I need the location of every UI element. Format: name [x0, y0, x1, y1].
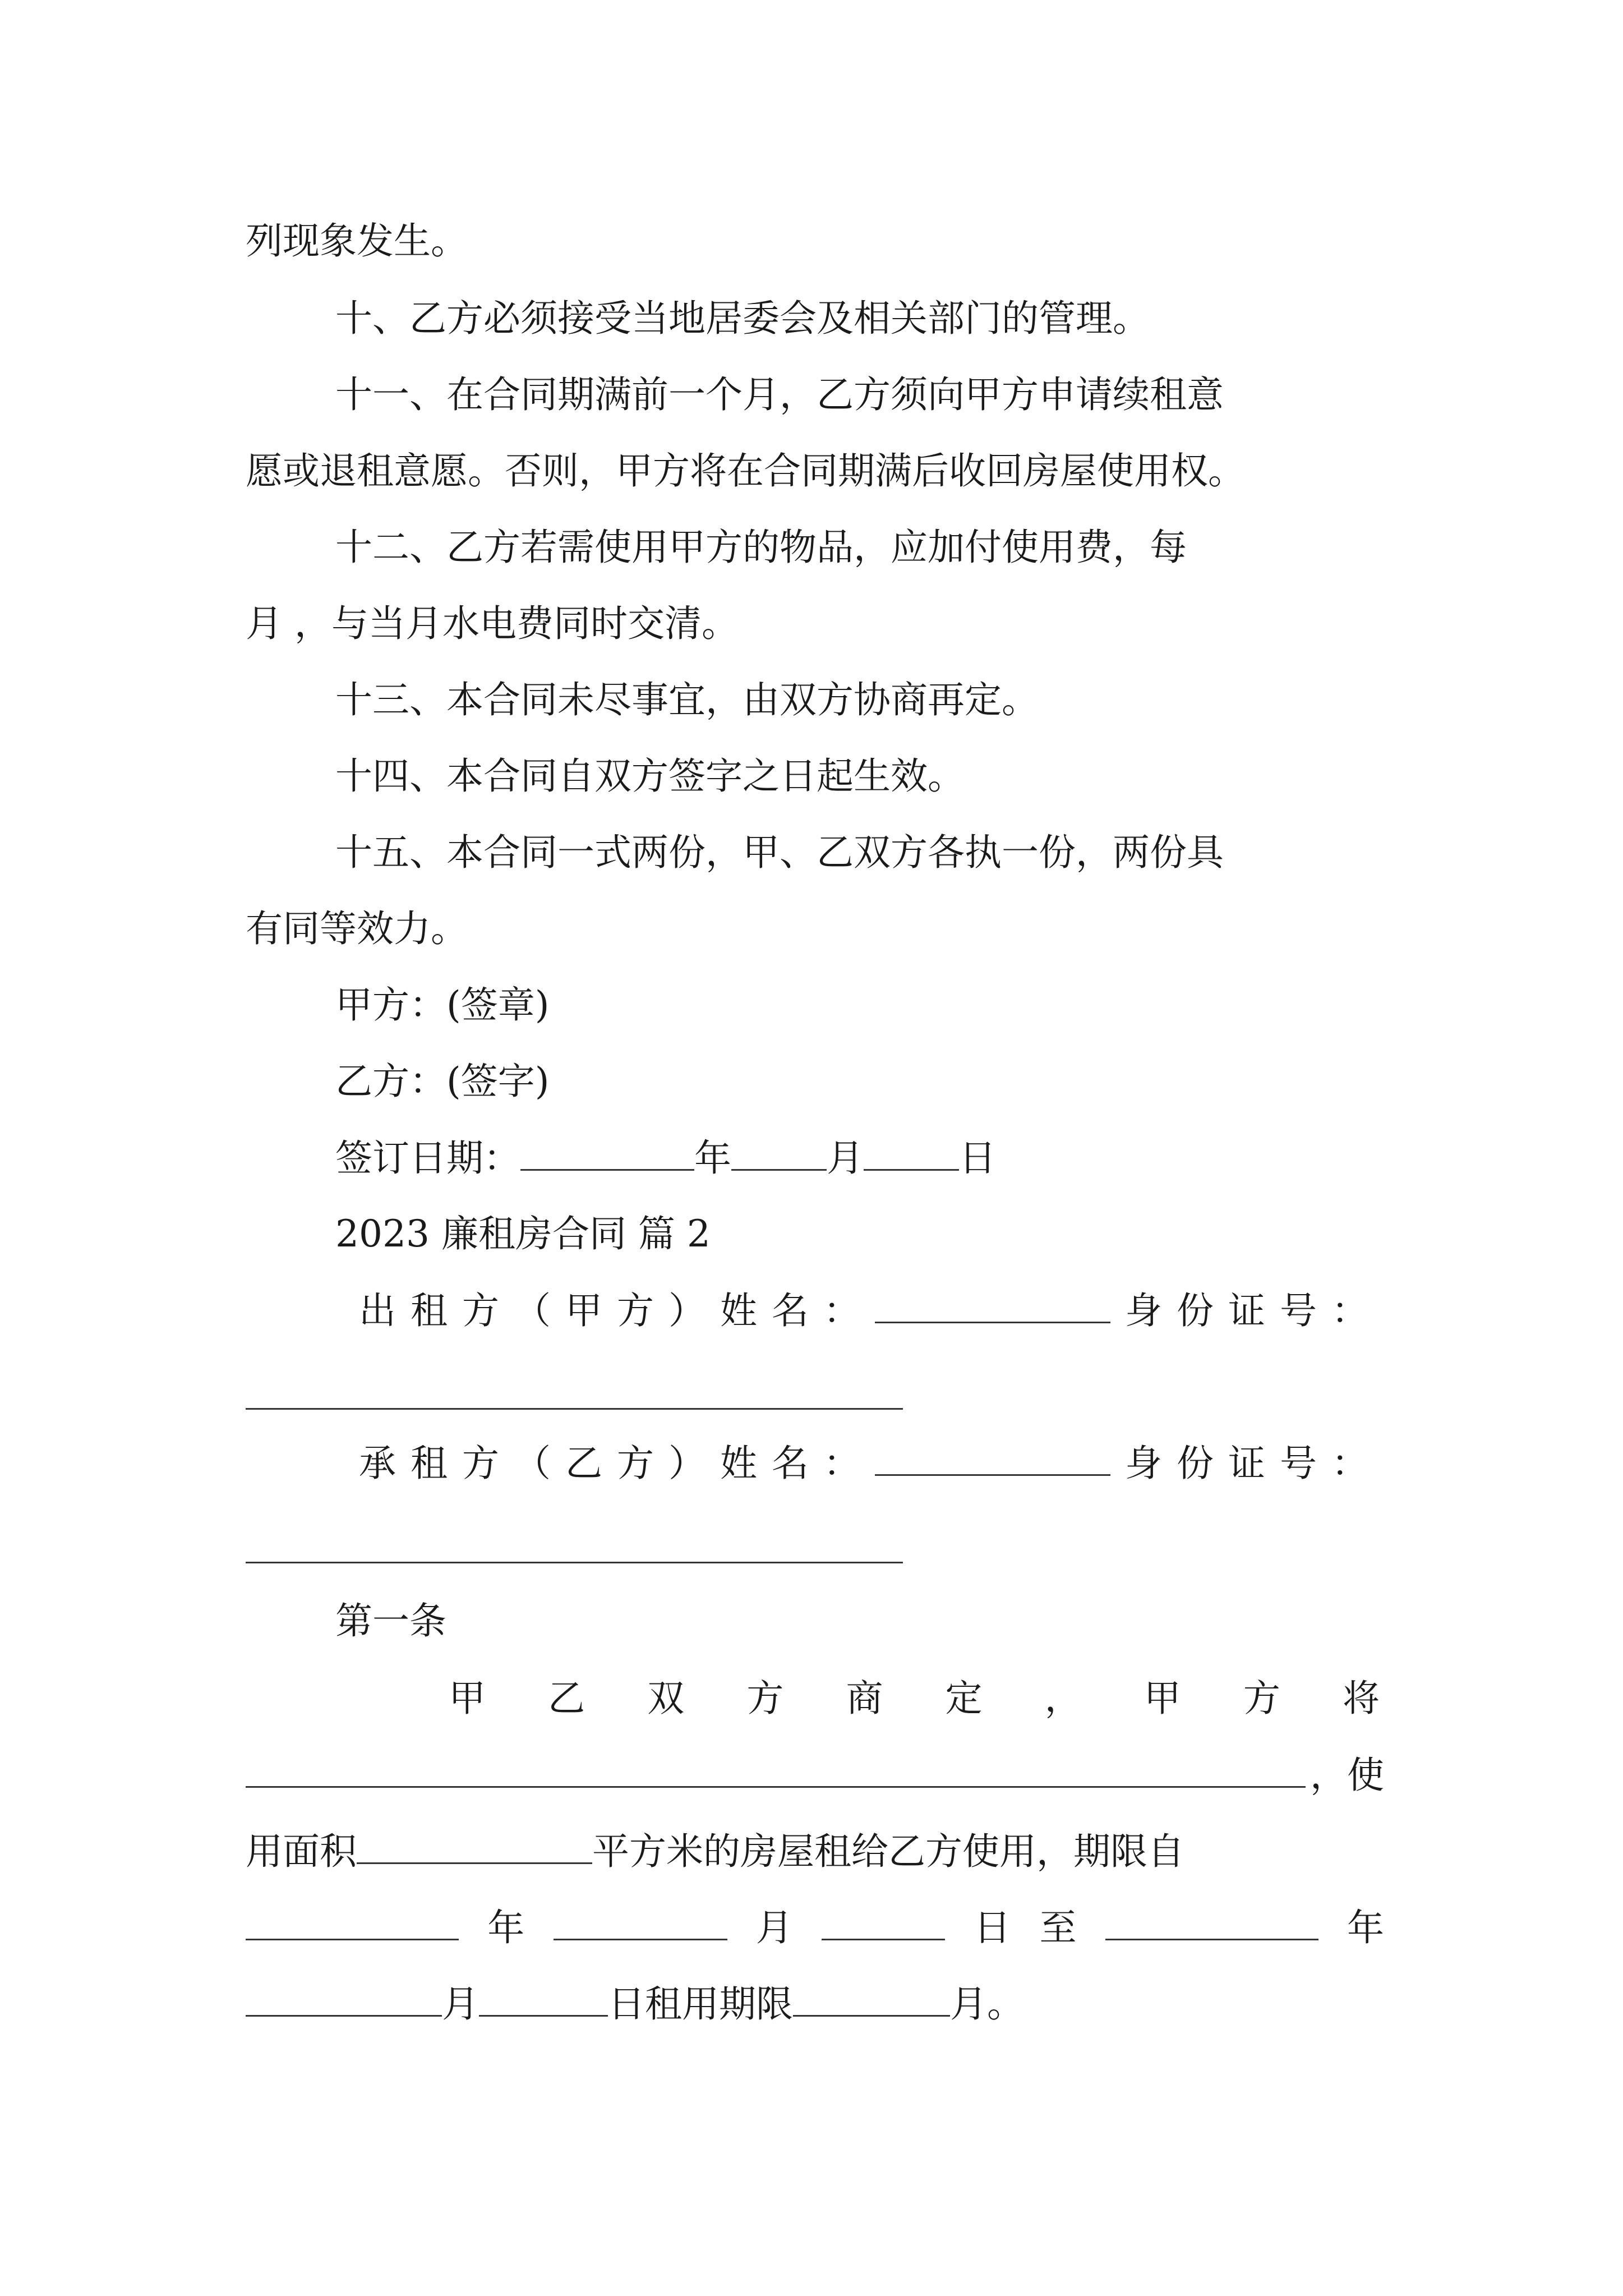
id-label-char: 号 [1280, 1442, 1317, 1485]
lessor-label-char: 名 [772, 1289, 809, 1332]
article-1-line-3 [246, 1829, 1184, 1874]
lessor-label-char: 租 [411, 1289, 448, 1332]
clause-12-line-2: 月 ，与当月水电费同时交清。 [246, 602, 739, 645]
year-blank [520, 1135, 694, 1171]
paragraph-continuation: 列现象发生。 [246, 219, 468, 263]
lessor-label-char: 方 [617, 1289, 654, 1332]
lessee-label-char: 名 [772, 1442, 809, 1485]
start-year-blank [246, 1905, 459, 1940]
lessor-label-char: ） [668, 1289, 706, 1332]
clause-12-line-1: 十二、乙方若需使用甲方的物品，应加付使用费，每 [335, 526, 1187, 569]
article-text: 用面积 [246, 1830, 357, 1873]
article-text-char: ， [1044, 1677, 1082, 1720]
lessor-label-char: 姓 [720, 1289, 757, 1332]
clause-15-line-1: 十五、本合同一式两份，甲、乙双方各执一份，两份具 [335, 831, 1224, 874]
lessor-label-char: ： [823, 1289, 860, 1332]
article-1-line-1 [449, 1676, 1380, 1721]
clause-15-line-2: 有同等效力。 [246, 907, 468, 950]
property-address-blank [246, 1752, 1306, 1788]
end-month-blank [246, 1981, 442, 2017]
month-blank [731, 1135, 827, 1171]
article-text-char: 定 [945, 1677, 983, 1720]
article-text-char: 乙 [548, 1677, 585, 1720]
article-1-heading: 第一条 [335, 1599, 446, 1642]
id-label-char: ： [1331, 1289, 1368, 1332]
signing-date-label: 签订日期： [335, 1137, 520, 1180]
lessor-name-blank [875, 1288, 1110, 1323]
article-text-char: 甲 [449, 1677, 486, 1720]
article-text: 年 [1347, 1906, 1384, 1949]
article-text: 月 [442, 1982, 479, 2026]
lessor-label-char: （ [514, 1289, 551, 1332]
section-title: 2023 廉租房合同 篇 2 [335, 1212, 711, 1255]
lessor-id-blank [246, 1408, 903, 1410]
lessee-label-char: 承 [359, 1442, 396, 1485]
id-label-char: 证 [1228, 1442, 1265, 1485]
article-text: 月 [755, 1906, 793, 1949]
id-label-char: 号 [1280, 1289, 1317, 1332]
signing-date-line [335, 1135, 996, 1181]
article-1-line-5 [246, 1981, 1024, 2027]
lessee-id-blank [246, 1562, 903, 1563]
lessee-label-char: ） [668, 1442, 706, 1485]
area-blank [357, 1829, 592, 1864]
article-text: 至 [1039, 1906, 1077, 1949]
article-text: 日 [974, 1906, 1011, 1949]
article-text-char: 方 [746, 1677, 784, 1720]
lessee-label-char: ： [823, 1442, 860, 1485]
lessee-label-char: （ [514, 1442, 551, 1485]
party-a-signature: 甲方：(签章) [335, 983, 550, 1027]
article-text: 年 [487, 1906, 525, 1949]
id-label-char: 身 [1125, 1289, 1162, 1332]
month-label: 月 [827, 1137, 864, 1180]
day-label: 日 [959, 1137, 996, 1180]
id-label-char: 身 [1125, 1442, 1162, 1485]
id-label-char: 份 [1177, 1289, 1214, 1332]
id-label-char: 份 [1177, 1442, 1214, 1485]
article-1-line-4 [246, 1905, 1384, 1950]
clause-11-line-1: 十一、在合同期满前一个月，乙方须向甲方申请续租意 [335, 373, 1224, 416]
lessee-label-char: 方 [617, 1442, 654, 1485]
end-year-blank [1105, 1905, 1318, 1940]
clause-11-line-2: 愿或退租意愿。否则，甲方将在合同期满后收回房屋使用权。 [246, 449, 1245, 493]
start-month-blank [554, 1905, 727, 1940]
article-text-char: 甲 [1144, 1677, 1181, 1720]
lessor-label-char: 出 [359, 1289, 396, 1332]
article-text: 平方米的房屋租给乙方使用，期限自 [592, 1830, 1184, 1873]
article-1-line-2 [246, 1752, 1384, 1798]
day-blank [864, 1135, 959, 1171]
lessee-label-char: 乙 [565, 1442, 602, 1485]
clause-13: 十三、本合同未尽事宜，由双方协商再定。 [335, 678, 1039, 721]
lessor-label-char: 方 [462, 1289, 499, 1332]
article-text-char: 双 [647, 1677, 685, 1720]
lessor-label-char: 甲 [565, 1289, 602, 1332]
lessee-label-char: 姓 [720, 1442, 757, 1485]
start-day-blank [822, 1905, 945, 1940]
article-text: 月。 [950, 1982, 1024, 2026]
article-text-char: 将 [1342, 1677, 1380, 1720]
year-label: 年 [694, 1137, 731, 1180]
party-b-signature: 乙方：(签字) [335, 1060, 550, 1103]
article-text-char: 方 [1243, 1677, 1280, 1720]
lessee-label-char: 租 [411, 1442, 448, 1485]
clause-10: 十、乙方必须接受当地居委会及相关部门的管理。 [335, 297, 1150, 340]
article-text-char: 商 [846, 1677, 883, 1720]
article-text: 日租用期限 [608, 1982, 793, 2026]
id-label-char: ： [1331, 1442, 1368, 1485]
article-text: ，使 [1310, 1754, 1384, 1797]
lease-term-blank [793, 1981, 950, 2017]
lessee-label-char: 方 [462, 1442, 499, 1485]
lessee-info-line [359, 1441, 1368, 1486]
lessor-info-line [359, 1288, 1368, 1333]
id-label-char: 证 [1228, 1289, 1265, 1332]
lessee-name-blank [875, 1441, 1110, 1476]
clause-14: 十四、本合同自双方签字之日起生效。 [335, 754, 965, 798]
end-day-blank [479, 1981, 608, 2017]
